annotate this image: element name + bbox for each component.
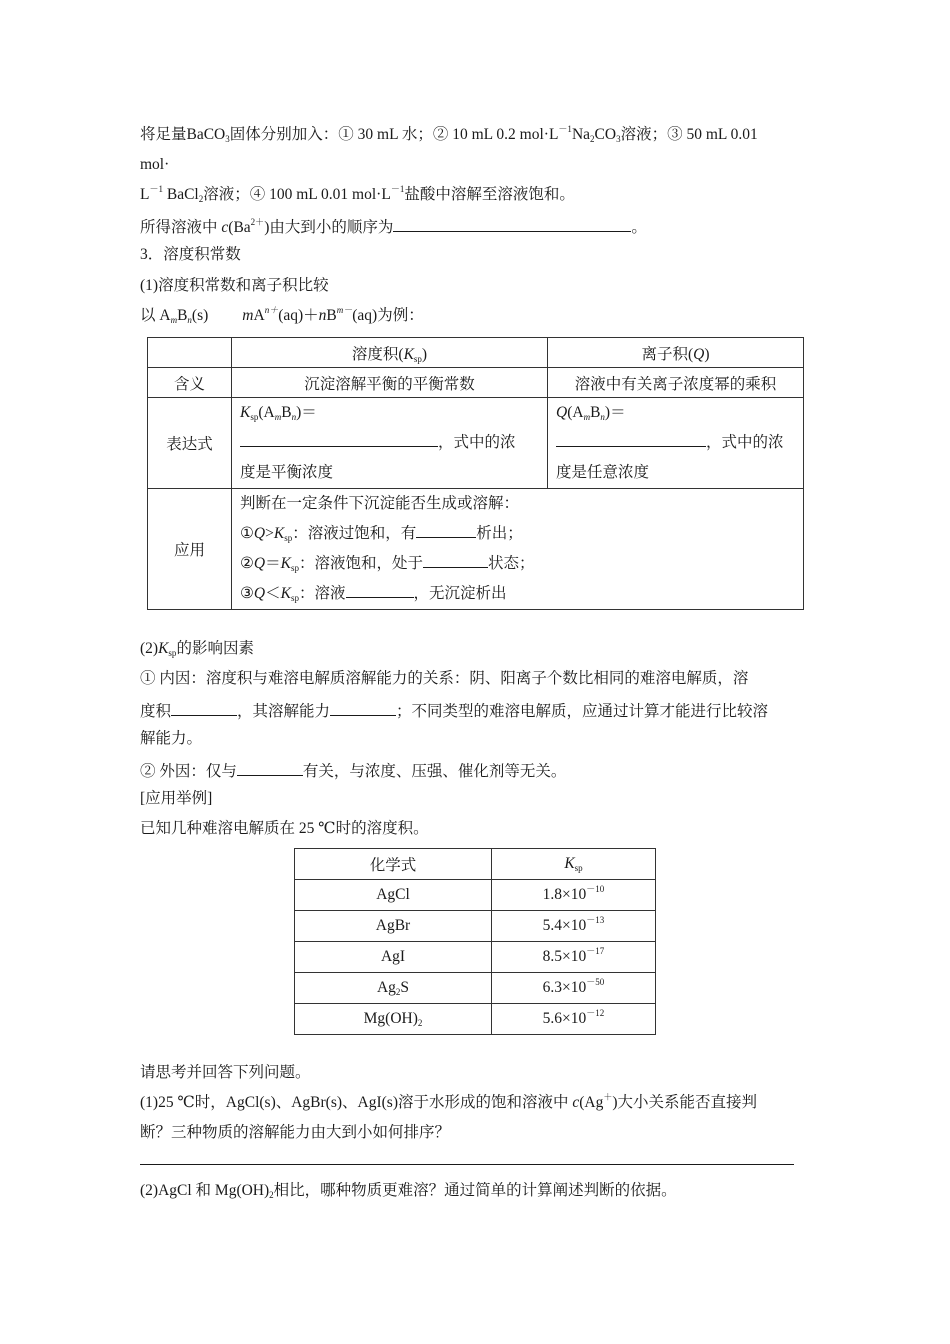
table-row: $Ag_2S$ $6.3\times 10^{-50}$: [295, 973, 656, 1004]
table-row: AgBr $5.4\times 10^{-13}$: [295, 911, 656, 942]
table-header-ksp: 溶度积$(K_{sp})$: [232, 338, 548, 368]
ksp-expression-blank[interactable]: [240, 430, 438, 447]
ksp-q-comparison-table: [147, 337, 804, 610]
application-blank-3[interactable]: [346, 581, 414, 598]
ksp-values-table: [294, 848, 656, 1035]
question-2: (2)AgCl 和 $Mg(OH)_2$相比，哪种物质更难溶？通过简单的计算阐述判断的依据。: [140, 1182, 677, 1200]
blank-external-factor[interactable]: [237, 759, 303, 776]
ksp-meaning: 沉淀溶解平衡的平衡常数: [232, 368, 548, 398]
application-blank-2[interactable]: [423, 551, 488, 568]
questions-intro: 请思考并回答下列问题。: [140, 1064, 311, 1081]
section-2-p1-l3: 解能力。: [140, 730, 203, 747]
intro-line-3: $L^{-1}$ BaCl$_2$溶液；④ 100 mL 0.01 $mol\cdot L^{-1}$盐酸中溶解至溶液饱和。: [140, 184, 575, 204]
table-row: AgCl $1.8\times 10^{-10}$: [295, 880, 656, 911]
section-2-p2: ② 外因：仅与 有关，与浓度、压强、催化剂等无关。: [140, 759, 566, 782]
row-label-meaning: 含义: [148, 368, 232, 398]
col-header-formula: 化学式: [295, 849, 492, 880]
q-expression-blank[interactable]: [556, 430, 706, 447]
section-2-p1-l2: 度积 ，其溶解能力 ；不同类型的难溶电解质，应通过计算才能进行比较溶: [140, 699, 768, 722]
application-cell: 判断在一定条件下沉淀能否生成或溶解： $①Q>K_{sp}$：溶液过饱和，有 析出； $②Q=K_{sp}$：溶液饱和，处于 状态； $③Q<K_{sp}$：溶液 ，无沉淀析出: [232, 489, 804, 610]
col-header-ksp: $K_{sp}$: [492, 849, 656, 880]
section-3-example: 以 $A_mB_n(s)$ $mA^{n+}(aq)+nB^{m-}(aq)$为例：: [140, 305, 424, 325]
ksp-expression: $K_{sp}(A_mB_n)=$ ，式中的浓 度是平衡浓度: [232, 398, 548, 489]
table-row: $Mg(OH)_2$ $5.6\times 10^{-12}$: [295, 1004, 656, 1035]
table-row: AgI $8.5\times 10^{-17}$: [295, 942, 656, 973]
intro-line-4: 所得溶液中 $c(Ba^{2+})$由大到小的顺序为 。: [140, 217, 647, 236]
section-3-heading: 3．溶度积常数: [140, 246, 241, 263]
row-label-application: 应用: [148, 489, 232, 610]
q-meaning: 溶液中有关离子浓度幂的乘积: [548, 368, 804, 398]
intro-line-1: 将足量BaCO$_3$固体分别加入：① 30 mL 水；② 10 mL 0.2 $mol\cdot L^{-1}Na_2CO_3$溶液；③ 50 mL 0.01: [140, 124, 758, 144]
answer-blank[interactable]: [393, 215, 631, 232]
blank-ksp-size[interactable]: [171, 699, 237, 716]
table-header-q: 离子积(Q): [548, 338, 804, 368]
q-expression: $Q(A_mB_n)=$ ，式中的浓 度是任意浓度: [548, 398, 804, 489]
example-label: [应用举例]: [140, 790, 213, 807]
section-2-p1-l1: ① 内因：溶度积与难溶电解质溶解能力的关系：阴、阳离子个数比相同的难溶电解质，溶: [140, 670, 749, 687]
intro-line-2: mol·: [140, 156, 170, 173]
section-3-sub1: (1)溶度积常数和离子积比较: [140, 277, 329, 294]
example-intro: 已知几种难溶电解质在 25 ℃时的溶度积。: [140, 820, 429, 837]
question-1-line-1: (1)25 ℃时，AgCl(s)、AgBr(s)、AgI(s)溶于水形成的饱和溶液中 c(Ag＋)大小关系能否直接判: [140, 1092, 758, 1111]
application-blank-1[interactable]: [416, 521, 476, 538]
table-header-empty: [148, 338, 232, 368]
answer-line[interactable]: [140, 1164, 794, 1165]
section-2-title: $(2)K_{sp}$的影响因素: [140, 640, 254, 658]
question-1-line-2: 断？三种物质的溶解能力由大到小如何排序？: [140, 1124, 451, 1141]
blank-solubility[interactable]: [330, 699, 396, 716]
row-label-expression: 表达式: [148, 398, 232, 489]
